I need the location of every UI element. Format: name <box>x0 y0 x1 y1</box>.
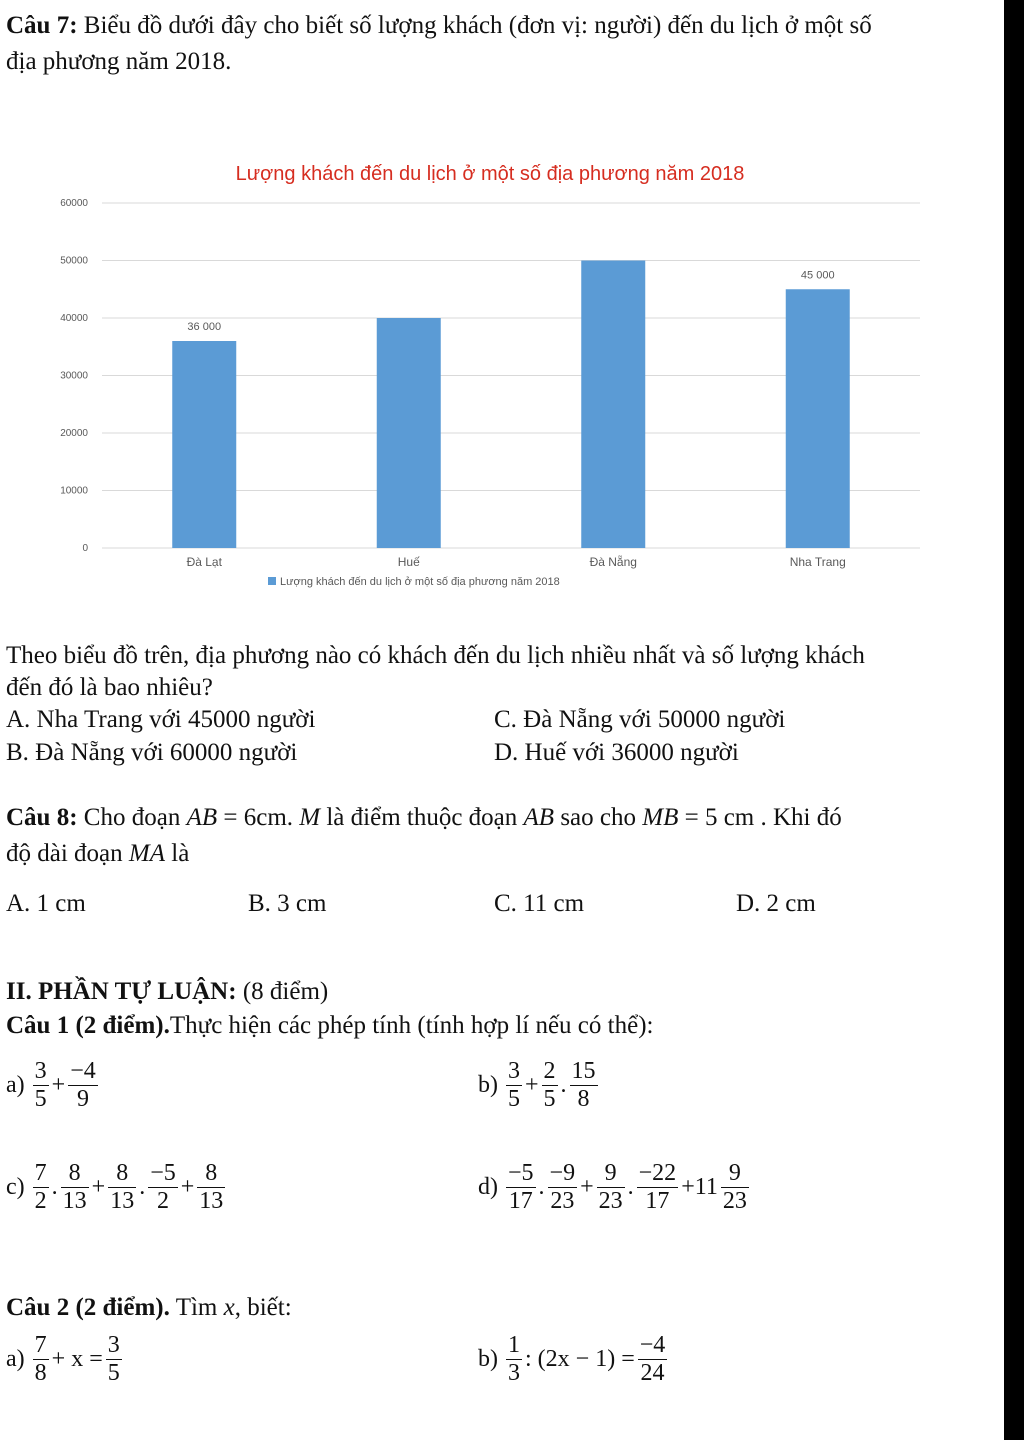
fraction: $\frac{-9}{23}$ <box>549 1160 576 1214</box>
q8-p3: là điểm thuộc đoạn <box>320 804 524 831</box>
q8-l2a: độ dài đoạn <box>6 840 129 867</box>
q8-m3: AB <box>523 804 555 831</box>
y-tick-label: 30000 <box>60 370 88 382</box>
fraction: $\frac{9}{23}$ <box>722 1160 747 1214</box>
y-tick-label: 10000 <box>60 485 88 497</box>
fraction: $\frac{-22}{17}$ <box>638 1160 677 1214</box>
c2-label: Câu 2 (2 điểm). <box>6 1294 170 1321</box>
operator: + <box>525 1072 539 1098</box>
operator: + <box>180 1174 195 1200</box>
q7-option-a[interactable]: A. Nha Trang với 45000 người <box>6 706 316 733</box>
q8-p5: = 5 cm . Khi đó <box>678 804 842 831</box>
legend-label: Lượng khách đến du lịch ở một số địa phương năm 2018 <box>280 576 560 588</box>
q7-text1: Biểu đồ dưới đây cho biết số lượng khách (đơn vị: người) đến du lịch ở một số <box>77 12 872 39</box>
q8-p4: sao cho <box>554 804 643 831</box>
legend-swatch <box>268 577 276 585</box>
q8-label: Câu 8: <box>6 804 78 831</box>
fraction: $\frac{7}{8}$ <box>34 1332 47 1386</box>
c1-label: Câu 1 (2 điểm). <box>6 1012 170 1039</box>
c1-expr-a <box>6 1058 100 1113</box>
q8-option-b[interactable]: B. 3 cm <box>248 890 327 917</box>
data-label: 36 000 <box>187 321 222 333</box>
q8-m2: M <box>299 804 321 831</box>
c2-expr-a <box>6 1332 124 1387</box>
q8-p1: Cho đoạn <box>77 804 187 831</box>
c2-text2: , biết: <box>234 1294 292 1321</box>
scan-edge-border <box>1004 0 1024 1440</box>
fraction: $\frac{3}{5}$ <box>508 1058 520 1112</box>
q8-p2: = 6cm. <box>217 804 300 831</box>
c1-c-label: c) <box>6 1174 25 1200</box>
fraction: $\frac{8}{13}$ <box>199 1160 224 1214</box>
q8-option-c[interactable]: C. 11 cm <box>494 890 585 917</box>
operator: . <box>538 1174 545 1200</box>
q8-m4: MB <box>642 804 679 831</box>
q8-m1: AB <box>186 804 218 831</box>
c1-d-label: d) <box>478 1174 498 1200</box>
fraction: $\frac{-4}{9}$ <box>70 1058 96 1112</box>
q7-option-c[interactable]: C. Đà Nẵng với 50000 người <box>494 706 786 733</box>
y-tick-label: 0 <box>82 543 88 554</box>
q7-intro-line1 <box>6 10 872 42</box>
section2-heading <box>6 976 328 1008</box>
fraction: $\frac{8}{13}$ <box>62 1160 87 1214</box>
operator: + <box>51 1072 66 1098</box>
y-tick-label: 40000 <box>60 313 88 324</box>
q8-line1 <box>6 802 842 834</box>
section2-points: (8 điểm) <box>236 978 329 1005</box>
fraction: $\frac{9}{23}$ <box>598 1160 623 1214</box>
fraction: $\frac{7}{2}$ <box>34 1160 47 1214</box>
fraction: $\frac{8}{13}$ <box>110 1160 135 1214</box>
y-tick-label: 20000 <box>60 428 88 439</box>
q7-question-line2: đến đó là bao nhiêu? <box>6 674 213 701</box>
bar <box>786 289 850 548</box>
bar <box>377 318 441 548</box>
c1-a-label: a) <box>6 1072 25 1098</box>
operator: . <box>627 1174 634 1200</box>
fraction: $\frac{-5}{2}$ <box>150 1160 176 1214</box>
operator: : (2x − 1) = <box>525 1346 635 1372</box>
q8-l2b: là <box>165 840 190 867</box>
x-tick-label: Huế <box>397 555 420 569</box>
y-tick-label: 60000 <box>60 198 88 209</box>
fraction: $\frac{1}{3}$ <box>508 1332 520 1386</box>
q8-option-d[interactable]: D. 2 cm <box>736 890 816 917</box>
fraction: $\frac{3}{5}$ <box>107 1332 120 1386</box>
bar-chart <box>0 190 1000 640</box>
c2-heading <box>6 1292 292 1324</box>
c2-b-label: b) <box>478 1346 498 1372</box>
operator: +11 <box>681 1174 718 1200</box>
c1-expr-b <box>478 1058 600 1113</box>
data-label: 45 000 <box>800 269 835 282</box>
fraction: $\frac{3}{5}$ <box>34 1058 47 1112</box>
fraction: $\frac{15}{8}$ <box>571 1058 596 1112</box>
section2-title: II. PHẦN TỰ LUẬN: <box>6 978 237 1005</box>
q8-line2 <box>6 838 189 870</box>
operator: + <box>580 1174 594 1200</box>
c2-a-label: a) <box>6 1346 25 1372</box>
c1-expr-c <box>6 1160 227 1215</box>
bar <box>581 261 645 549</box>
operator: . <box>139 1174 146 1200</box>
q7-label: Câu 7: <box>6 12 78 39</box>
x-tick-label: Nha Trang <box>789 555 846 569</box>
operator: + x = <box>51 1346 103 1372</box>
c1-heading <box>6 1010 653 1042</box>
fraction: $\frac{2}{5}$ <box>543 1058 556 1112</box>
fraction: $\frac{-5}{17}$ <box>508 1160 534 1214</box>
operator: . <box>51 1174 58 1200</box>
q7-option-d[interactable]: D. Huế với 36000 người <box>494 739 739 766</box>
operator: + <box>91 1174 106 1200</box>
operator: . <box>560 1072 567 1098</box>
q8-m5: MA <box>128 840 165 867</box>
q7-intro-line2: địa phương năm 2018. <box>6 48 232 75</box>
y-tick-label: 50000 <box>60 255 88 267</box>
q8-option-a[interactable]: A. 1 cm <box>6 890 86 917</box>
x-tick-label: Đà Lạt <box>186 555 222 569</box>
c1-b-label: b) <box>478 1072 498 1098</box>
c2-expr-b <box>478 1332 669 1387</box>
x-tick-label: Đà Nẵng <box>589 555 637 569</box>
c2-text1: Tìm <box>169 1294 224 1321</box>
q7-option-b[interactable]: B. Đà Nẵng với 60000 người <box>6 739 298 766</box>
q7-question-line1: Theo biểu đồ trên, địa phương nào có khách đến du lịch nhiều nhất và số lượng khách <box>6 642 865 669</box>
chart-title: Lượng khách đến du lịch ở một số địa phương năm 2018 <box>235 163 745 185</box>
c1-text: Thực hiện các phép tính (tính hợp lí nếu có thể): <box>169 1012 654 1039</box>
c2-var: x <box>223 1294 235 1321</box>
bar <box>172 341 236 548</box>
c1-expr-d <box>478 1160 751 1215</box>
fraction: $\frac{-4}{24}$ <box>639 1332 666 1386</box>
